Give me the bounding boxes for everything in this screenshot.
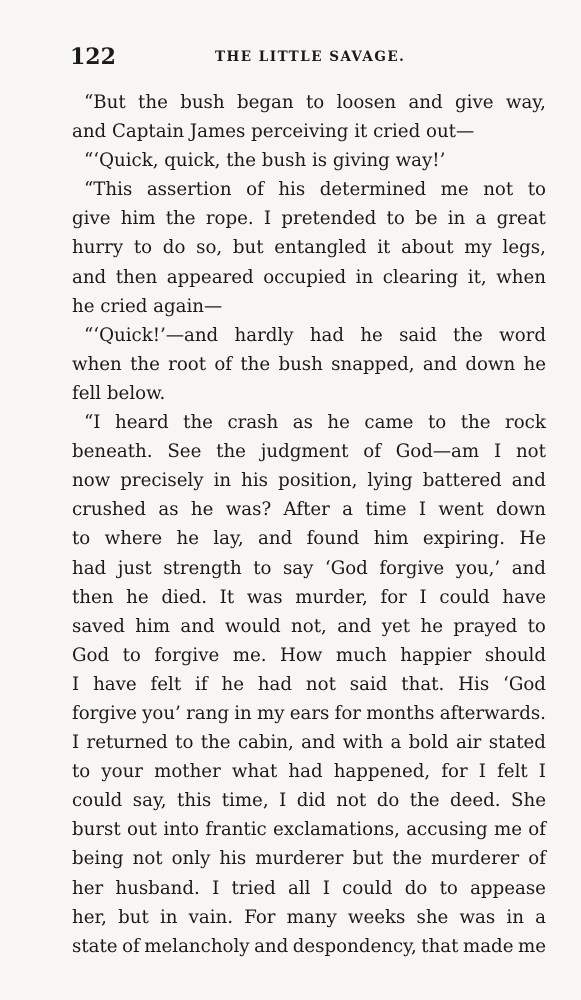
text-line: beneath. See the judgment of God—am I not bbox=[72, 441, 546, 463]
text-line: and then appeared occupied in clearing it, when bbox=[72, 266, 546, 288]
text-line: give him the rope. I pretended to be in a great bbox=[72, 208, 546, 230]
text-line: could say, this time, I did not do the deed. She bbox=[72, 790, 546, 812]
text-line: now precisely in his position, lying battered and bbox=[72, 470, 546, 492]
text-line: to your mother what had happened, for I felt I bbox=[72, 761, 546, 783]
text-line: her, but in vain. For many weeks she was in a bbox=[72, 906, 546, 928]
text-line: her husband. I tried all I could do to appease bbox=[72, 877, 546, 899]
text-line: fell below. bbox=[72, 382, 166, 404]
text-line: then he died. It was murder, for I could have bbox=[72, 586, 546, 608]
running-title: THE LITTLE SAVAGE. bbox=[215, 49, 406, 65]
text-line: I have felt if he had not said that. His ‘God bbox=[72, 673, 546, 695]
text-line: burst out into frantic exclamations, accusing me of bbox=[72, 819, 546, 841]
text-line: crushed as he was? After a time I went down bbox=[72, 499, 546, 521]
text-line: had just strength to say ‘God forgive you,’ and bbox=[72, 557, 546, 579]
text-line: “‘Quick, quick, the bush is giving way!’ bbox=[84, 150, 446, 172]
text-line: I returned to the cabin, and with a bold air stated bbox=[72, 732, 546, 754]
text-line: he cried again— bbox=[72, 295, 223, 317]
text-line: forgive you’ rang in my ears for months afterwards. bbox=[72, 702, 546, 724]
text-line: when the root of the bush snapped, and down he bbox=[72, 353, 546, 375]
text-line: being not only his murderer but the murderer of bbox=[72, 848, 546, 870]
text-line: “This assertion of his determined me not to bbox=[84, 179, 546, 201]
text-line: to where he lay, and found him expiring. He bbox=[72, 528, 546, 550]
text-line: saved him and would not, and yet he prayed to bbox=[72, 615, 546, 637]
text-line: and Captain James perceiving it cried out— bbox=[72, 121, 475, 143]
body-text bbox=[72, 88, 546, 961]
text-line: “I heard the crash as he came to the rock bbox=[84, 412, 546, 434]
text-line: state of melancholy and despondency, that made me bbox=[72, 935, 546, 957]
text-line: God to forgive me. How much happier should bbox=[72, 644, 546, 666]
page-header bbox=[70, 44, 550, 74]
page-number: 122 bbox=[70, 44, 116, 70]
text-line: “But the bush began to loosen and give way, bbox=[84, 92, 546, 113]
text-line: hurry to do so, but entangled it about my legs, bbox=[72, 237, 546, 259]
text-line: “‘Quick!’—and hardly had he said the word bbox=[84, 324, 546, 346]
